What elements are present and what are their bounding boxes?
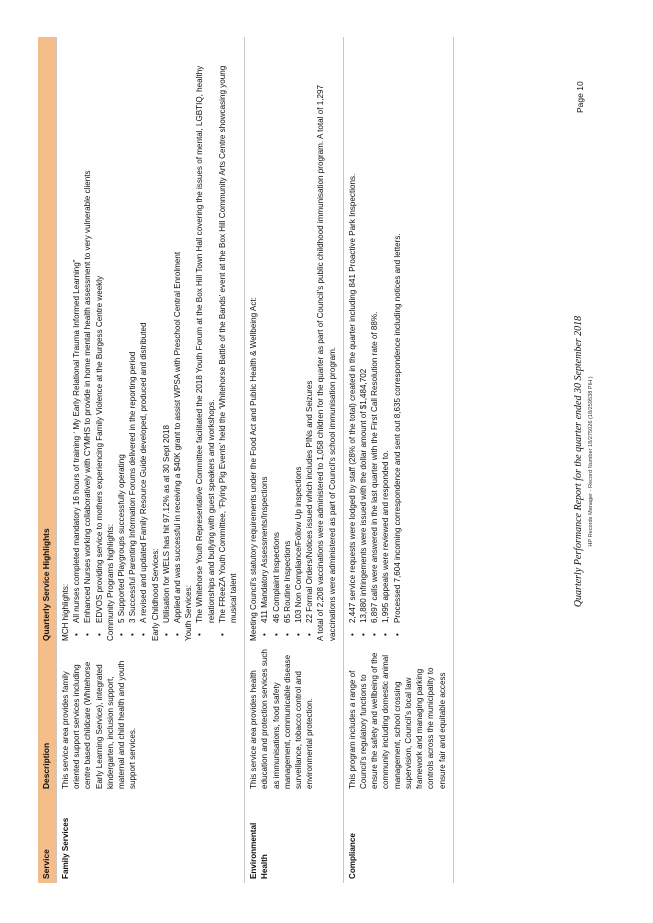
highlight-item: • The Whitehorse Youth Representative Committee facilitated the 2018 Youth Forum at the Box Hill Town Hall covering the issues of mental, LGBTIQ, healthy relationships and bullying with guest speakers and workshops. xyxy=(194,41,216,623)
highlight-item: • Applied and was successful in receiving a $40K grant to assist WPSA with Preschool Central Enrolment xyxy=(172,41,183,623)
highlight-heading: Early Childhood Services: xyxy=(150,548,160,641)
highlight-heading: Meeting Council’s statutory requirements under the Food Act and Public Health & Wellbeing Act: xyxy=(249,297,259,641)
highlight-heading: A total of 2,208 vaccinations were administered to 1,058 children for the quarter as part of Council’s public childhood immunisation program. A total of 1,297 vaccinations were administered as part of Council’s school immunisation program. xyxy=(316,85,337,641)
highlight-heading: Youth Services: xyxy=(184,585,194,641)
highlight-list xyxy=(161,41,183,641)
highlight-item: • All nurses completed mandatory 16 hours of training ‘ My Early Relational Trauma Informed Learning” xyxy=(71,41,82,623)
highlight-item: • 411 Mandatory Assessments/Inspections xyxy=(259,41,270,623)
highlight-heading: MCH highlights: xyxy=(61,583,70,641)
service-name: Compliance xyxy=(343,793,453,883)
highlight-item: • Processed 7,604 incoming correspondence and sent out 8,635 correspondence including notices and letters. xyxy=(392,41,403,623)
table-row xyxy=(57,37,245,883)
highlight-item: • The FReeZA Youth Committee, ‘Flying Pig Events’ held the ‘Whitehorse Battle of the Bands’ event at the Box Hill Community Arts Centre showcasing young musical talent xyxy=(217,41,239,623)
service-highlights xyxy=(57,37,245,645)
footer-report-title: Quarterly Performance Report for the quarter ended 30 September 2018 xyxy=(573,315,584,608)
highlight-item: • 5 Supported Playgroups successfully operating xyxy=(116,41,127,623)
header-service: Service xyxy=(38,793,57,883)
header-description: Description xyxy=(38,645,57,793)
highlight-list xyxy=(259,41,315,641)
highlight-item: • 46 Complaint Inspections xyxy=(271,41,282,623)
service-description: This service area provides health education and protection services such as immunisations, food safety management, communicable disease surveillance, tobacco control and environmental protection. xyxy=(245,645,344,793)
highlight-item: • 13,880 infringements were issued with the dollar amount of $1,484,702 xyxy=(358,41,369,623)
highlight-item: • 3 Successful Parenting Information Forums delivered in the reporting period xyxy=(127,41,138,623)
highlight-item: • 65 Routine Inspections xyxy=(282,41,293,623)
highlight-item: • 22 Formal Orders/Notices issued which includes PINs and Seizures xyxy=(304,41,315,623)
highlight-item: • 2,447 service requests were lodged by staff (28% of the total) created in the quarter including 841 Proactive Park Inspections. xyxy=(347,41,358,623)
highlight-list xyxy=(71,41,105,641)
highlight-list xyxy=(194,41,239,641)
highlight-item: • A revised and updated Family Resource Guide developed, produced and distributed xyxy=(138,41,149,623)
highlight-item: • EDVOS providing service to mothers experiencing Family Violence at the Burgess Centre weekly xyxy=(94,41,105,623)
highlight-list xyxy=(116,41,150,641)
highlight-heading: Community Programs highlights: xyxy=(105,524,115,641)
service-name: Environmental Health xyxy=(245,793,344,883)
footer-record-number: HP Records Manager - Record Number 18/275026 (18/259538 PIH ) xyxy=(588,376,594,547)
table-body xyxy=(57,37,454,883)
service-name: Family Services xyxy=(57,793,245,883)
service-description: This service area provides family oriented support services including centre based childcare (Whitehorse Early Learning Service), integrated kindergarten, inclusion support, maternal and child health and youth support services. xyxy=(57,645,245,793)
highlight-item: • 1,995 appeals were reviewed and responded to. xyxy=(380,41,391,623)
service-highlights-table xyxy=(38,37,454,883)
highlight-item: • Enhanced Nurses working collaboratively with CYMHS to provide in home mental health assessment to very vulnerable clients xyxy=(82,41,93,623)
service-highlights xyxy=(245,37,344,645)
highlight-item: • Utilisation for WELS has hit 97.12% as at 30 Sept 2018 xyxy=(161,41,172,623)
table-row xyxy=(245,37,344,883)
service-highlights xyxy=(343,37,453,645)
service-description: This program includes a range of Council’s regulatory functions to ensure the safety and wellbeing of the community including domestic animal management, school crossing supervision, Council’s local law framework and managing parking controls across the municipality to ensure fair and equitable access xyxy=(343,645,453,793)
header-highlights: Quarterly Service Highlights xyxy=(38,37,57,645)
table-row xyxy=(343,37,453,883)
table-header-row xyxy=(38,37,57,883)
highlight-list xyxy=(347,41,403,641)
highlight-item: • 6,897 calls were answered in the last quarter with the First Call Resolution rate of 88%. xyxy=(369,41,380,623)
highlight-item: • 103 Non Compliance/Follow Up inspections xyxy=(293,41,304,623)
page-number: Page 10 xyxy=(575,81,585,113)
